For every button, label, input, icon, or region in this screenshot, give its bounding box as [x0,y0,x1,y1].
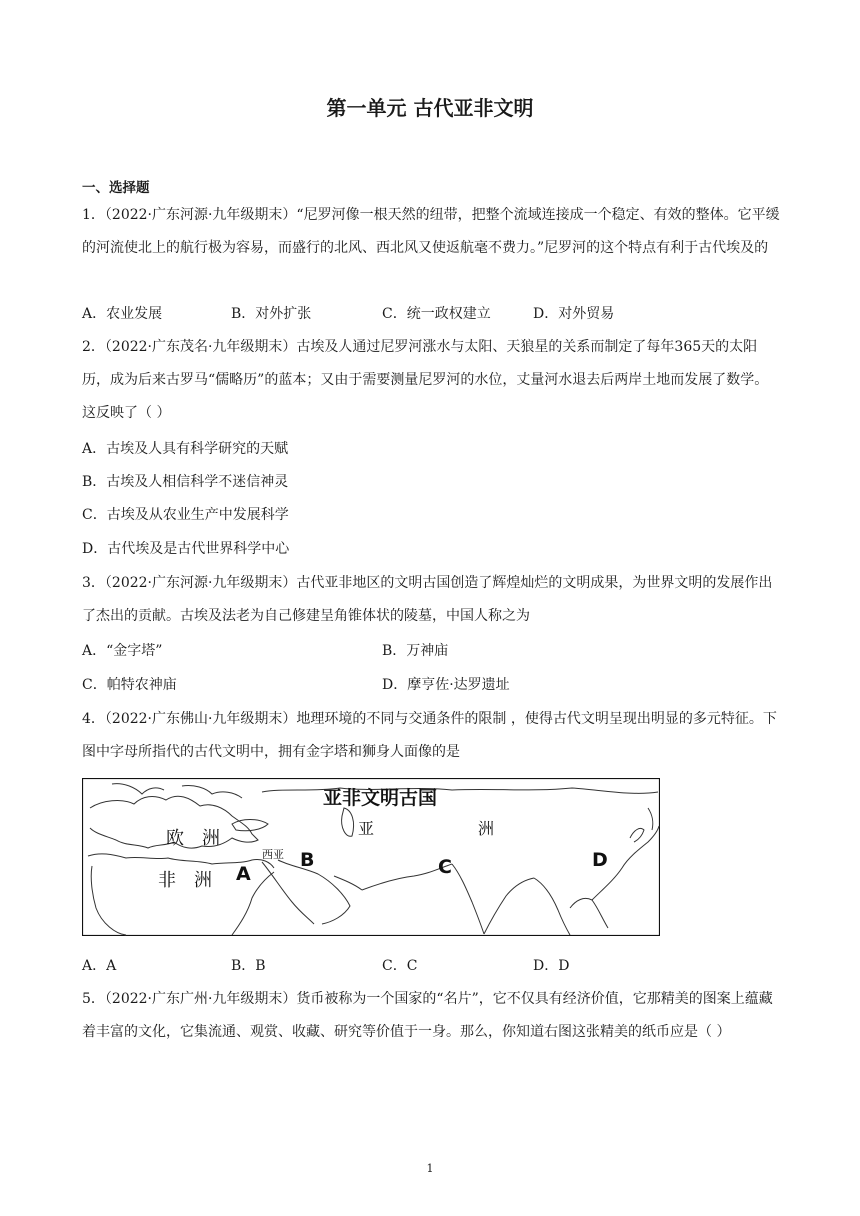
option-b[interactable]: B．对外扩张 [231,306,312,322]
label-west-asia: 西亚 [262,848,284,861]
section-heading: 一、选择题 [82,180,150,196]
label-africa: 非 洲 [158,870,212,891]
label-asia-1: 亚 [358,819,375,838]
question-2: 2．（2022·广东茂名·九年级期末）古埃及人通过尼罗河涨水与太阳、天狼星的关系而制定了每年365天的太阳历，成为后来古罗马“儒略历”的蓝本；又由于需要测量尼罗河的水位，丈量河水退去后两岸土地而发展了数学。这反映了（ ） [82,339,769,421]
question-3: 3．（2022·广东河源·九年级期末）古代亚非地区的文明古国创造了辉煌灿烂的文明成果，为世界文明的发展作出了杰出的贡献。古埃及法老为自己修建呈角锥体状的陵墓，中国人称之为 [82,575,773,624]
civ-label-b: B [300,849,315,871]
option-a[interactable]: A．农业发展 [82,306,163,322]
page-title: 第一单元 古代亚非文明 [326,96,534,120]
option-c[interactable]: C．统一政权建立 [382,306,491,322]
question-4: 4．（2022·广东佛山·九年级期末）地理环境的不同与交通条件的限制 ，使得古代文明呈现出明显的多元特征。下图中字母所指代的古代文明中，拥有金字塔和狮身人面像的是 [82,711,777,760]
afro-asian-civilizations-map [82,778,660,936]
option-c[interactable]: C．C [382,958,418,974]
civ-label-c: C [438,856,452,878]
option-b[interactable]: B．B [231,958,266,974]
option-b[interactable]: B．万神庙 [382,643,449,659]
civ-label-a: A [236,863,251,885]
option-d[interactable]: D．古代埃及是古代世界科学中心 [82,541,290,557]
civ-label-d: D [592,849,608,871]
option-d[interactable]: D．D [533,958,570,974]
option-c[interactable]: C．古埃及从农业生产中发展科学 [82,507,289,523]
label-asia-2: 洲 [478,819,495,838]
page-number: 1 [426,1162,434,1175]
label-europe: 欧 洲 [166,828,220,849]
option-b[interactable]: B．古埃及人相信科学不迷信神灵 [82,474,289,490]
question-5: 5．（2022·广东广州·九年级期末）货币被称为一个国家的“名片”，它不仅具有经济价值，它那精美的图案上蕴藏着丰富的文化，它集流通、观赏、收藏、研究等价值于一身。那么，你知道右图这张精美的纸币应是（ ） [82,991,773,1040]
question-1: 1．（2022·广东河源·九年级期末）“尼罗河像一根天然的纽带，把整个流域连接成一个稳定、有效的整体。它平缓的河流使北上的航行极为容易，而盛行的北风、西北风又使返航毫不费力。”尼罗河的这个特点有利于古代埃及的 [82,207,780,256]
option-d[interactable]: D．摩亨佐·达罗遗址 [382,677,510,693]
map-title: 亚非文明古国 [322,787,438,809]
option-a[interactable]: A．A [82,958,117,974]
option-a[interactable]: A．古埃及人具有科学研究的天赋 [82,441,289,457]
option-c[interactable]: C．帕特农神庙 [82,677,177,693]
option-d[interactable]: D．对外贸易 [533,306,615,322]
option-a[interactable]: A．“金字塔” [82,643,163,659]
